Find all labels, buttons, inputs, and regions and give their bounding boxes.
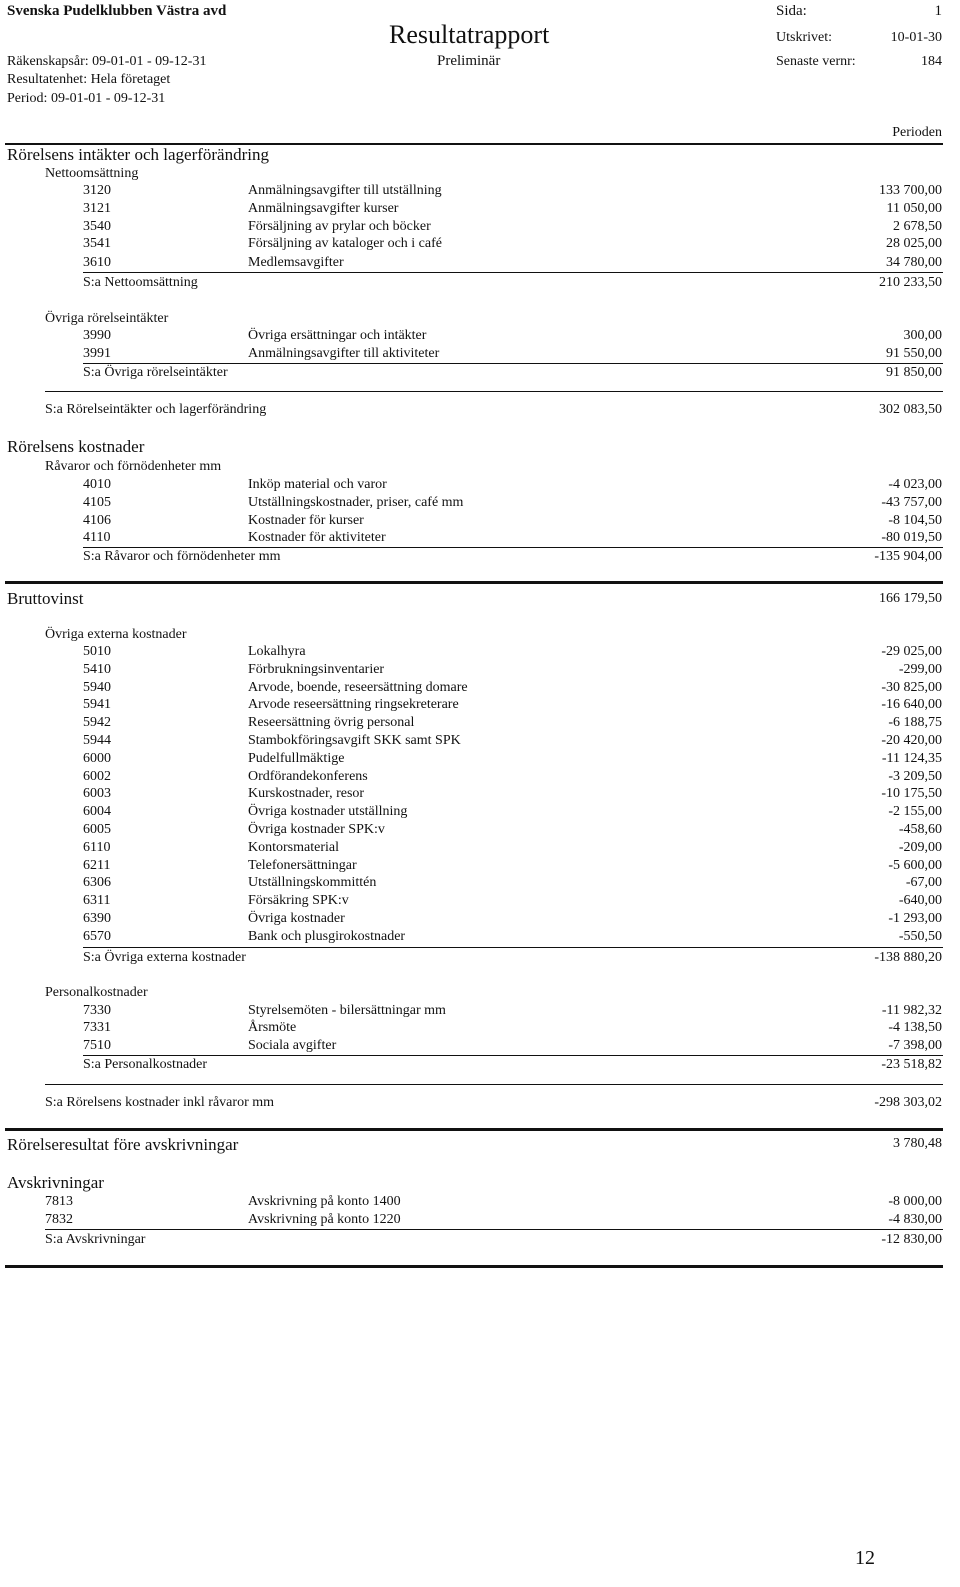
account-number: 6306 bbox=[83, 875, 111, 890]
account-amount: 2 678,50 bbox=[893, 219, 942, 234]
account-number: 6000 bbox=[83, 751, 111, 766]
account-description: Övriga kostnader SPK:v bbox=[248, 822, 385, 837]
account-description: Förbrukningsinventarier bbox=[248, 662, 385, 677]
account-description: Försäljning av prylar och böcker bbox=[248, 219, 431, 234]
account-amount: -67,00 bbox=[905, 875, 942, 890]
account-number: 4105 bbox=[83, 495, 111, 510]
group-label-materials: Råvaror och förnödenheter mm bbox=[45, 459, 222, 474]
account-number: 5410 bbox=[83, 662, 111, 677]
subtotal-rule bbox=[83, 947, 943, 948]
account-amount: -6 188,75 bbox=[888, 715, 942, 730]
account-amount: -30 825,00 bbox=[881, 680, 942, 695]
total-label: S:a Rörelseintäkter och lagerförändring bbox=[45, 402, 267, 417]
account-number: 5942 bbox=[83, 715, 111, 730]
account-description: Övriga ersättningar och intäkter bbox=[248, 328, 427, 343]
account-number: 6004 bbox=[83, 804, 111, 819]
account-description: Kontorsmaterial bbox=[248, 840, 339, 855]
account-number: 6211 bbox=[83, 858, 111, 873]
account-description: Utställningskostnader, priser, café mm bbox=[248, 495, 464, 510]
period: Period: 09-01-01 - 09-12-31 bbox=[7, 91, 166, 106]
subtotal-amount: 210 233,50 bbox=[879, 275, 942, 290]
account-number: 6002 bbox=[83, 769, 111, 784]
account-number: 3541 bbox=[83, 236, 111, 251]
account-amount: -16 640,00 bbox=[881, 697, 942, 712]
account-description: Styrelsemöten - bilersättningar mm bbox=[248, 1003, 446, 1018]
account-description: Övriga kostnader bbox=[248, 911, 345, 926]
subtotal-amount: -12 830,00 bbox=[881, 1232, 942, 1247]
total-rule bbox=[45, 391, 943, 392]
account-amount: -80 019,50 bbox=[881, 530, 942, 545]
page-label: Sida: bbox=[776, 3, 807, 19]
account-description: Avskrivning på konto 1400 bbox=[248, 1194, 401, 1209]
account-number: 3991 bbox=[83, 346, 111, 361]
subtotal-rule bbox=[83, 547, 943, 548]
account-number: 7330 bbox=[83, 1003, 111, 1018]
account-number: 7510 bbox=[83, 1038, 111, 1053]
account-amount: -458,60 bbox=[898, 822, 942, 837]
subtotal-amount: -23 518,82 bbox=[881, 1057, 942, 1072]
printed-label: Utskrivet: bbox=[776, 30, 832, 45]
subtotal-label: S:a Råvaror och förnödenheter mm bbox=[83, 549, 281, 564]
subtotal-label: S:a Nettoomsättning bbox=[83, 275, 198, 290]
subtotal-amount: -135 904,00 bbox=[874, 549, 942, 564]
account-description: Inköp material och varor bbox=[248, 477, 387, 492]
account-amount: -10 175,50 bbox=[881, 786, 942, 801]
account-description: Kostnader för aktiviteter bbox=[248, 530, 386, 545]
account-number: 3121 bbox=[83, 201, 111, 216]
total-label: S:a Rörelsens kostnader inkl råvaror mm bbox=[45, 1095, 275, 1110]
account-amount: -4 023,00 bbox=[888, 477, 942, 492]
account-number: 6570 bbox=[83, 929, 111, 944]
account-description: Utställningskommittén bbox=[248, 875, 377, 890]
account-number: 4010 bbox=[83, 477, 111, 492]
subtotal-rule bbox=[83, 272, 943, 273]
account-amount: 28 025,00 bbox=[886, 236, 942, 251]
account-description: Försäljning av kataloger och i café bbox=[248, 236, 442, 251]
subtotal-label: S:a Avskrivningar bbox=[45, 1232, 146, 1247]
account-number: 5940 bbox=[83, 680, 111, 695]
account-amount: -20 420,00 bbox=[881, 733, 942, 748]
subtotal-label: S:a Övriga rörelseintäkter bbox=[83, 365, 228, 380]
gross-profit-rule bbox=[5, 581, 943, 584]
account-description: Arvode reseersättning ringsekreterare bbox=[248, 697, 459, 712]
account-number: 7832 bbox=[45, 1212, 73, 1227]
account-amount: 34 780,00 bbox=[886, 255, 942, 270]
account-description: Medlemsavgifter bbox=[248, 255, 344, 270]
org-name: Svenska Pudelklubben Västra avd bbox=[7, 3, 227, 19]
account-number: 4110 bbox=[83, 530, 111, 545]
account-description: Övriga kostnader utställning bbox=[248, 804, 408, 819]
account-description: Stambokföringsavgift SKK samt SPK bbox=[248, 733, 461, 748]
operating-result-rule bbox=[5, 1128, 943, 1131]
account-description: Anmälningsavgifter till utställning bbox=[248, 183, 442, 198]
subtotal-label: S:a Personalkostnader bbox=[83, 1057, 208, 1072]
group-label-net-sales: Nettoomsättning bbox=[45, 166, 139, 181]
group-label-other-income: Övriga rörelseintäkter bbox=[45, 311, 169, 326]
account-amount: 11 050,00 bbox=[886, 201, 942, 216]
account-amount: -3 209,50 bbox=[888, 769, 942, 784]
account-amount: -4 830,00 bbox=[888, 1212, 942, 1227]
account-number: 5944 bbox=[83, 733, 111, 748]
operating-result-label: Rörelseresultat före avskrivningar bbox=[7, 1135, 239, 1154]
subtotal-rule bbox=[83, 1055, 943, 1056]
account-number: 7813 bbox=[45, 1194, 73, 1209]
account-amount: -550,50 bbox=[898, 929, 942, 944]
account-number: 6003 bbox=[83, 786, 111, 801]
account-description: Årsmöte bbox=[248, 1020, 297, 1035]
account-description: Anmälningsavgifter kurser bbox=[248, 201, 399, 216]
operating-result-amount: 3 780,48 bbox=[893, 1136, 942, 1151]
report-subtitle: Preliminär bbox=[437, 53, 501, 69]
account-number: 6005 bbox=[83, 822, 111, 837]
account-amount: -43 757,00 bbox=[881, 495, 942, 510]
account-number: 6110 bbox=[83, 840, 111, 855]
account-description: Lokalhyra bbox=[248, 644, 306, 659]
account-number: 4106 bbox=[83, 513, 111, 528]
account-amount: -1 293,00 bbox=[888, 911, 942, 926]
gross-profit-label: Bruttovinst bbox=[7, 589, 84, 608]
account-description: Anmälningsavgifter till aktiviteter bbox=[248, 346, 440, 361]
account-number: 3610 bbox=[83, 255, 111, 270]
result-unit: Resultatenhet: Hela företaget bbox=[7, 72, 171, 87]
column-header-period: Perioden bbox=[892, 125, 942, 140]
account-description: Kurskostnader, resor bbox=[248, 786, 365, 801]
account-number: 5941 bbox=[83, 697, 111, 712]
report-title: Resultatrapport bbox=[389, 20, 550, 49]
account-number: 3120 bbox=[83, 183, 111, 198]
last-ver-label: Senaste vernr: bbox=[776, 54, 856, 69]
account-number: 6311 bbox=[83, 893, 111, 908]
fiscal-year: Räkenskapsår: 09-01-01 - 09-12-31 bbox=[7, 54, 207, 69]
last-ver-value: 184 bbox=[921, 54, 942, 69]
account-description: Sociala avgifter bbox=[248, 1038, 337, 1053]
account-amount: 133 700,00 bbox=[879, 183, 942, 198]
final-rule bbox=[5, 1265, 943, 1268]
account-amount: -8 104,50 bbox=[888, 513, 942, 528]
total-amount: -298 303,02 bbox=[874, 1095, 942, 1110]
account-description: Avskrivning på konto 1220 bbox=[248, 1212, 401, 1227]
account-amount: 91 550,00 bbox=[886, 346, 942, 361]
account-amount: -640,00 bbox=[898, 893, 942, 908]
account-amount: -29 025,00 bbox=[881, 644, 942, 659]
total-rule bbox=[45, 1084, 943, 1085]
account-amount: -8 000,00 bbox=[888, 1194, 942, 1209]
total-amount: 302 083,50 bbox=[879, 402, 942, 417]
account-number: 5010 bbox=[83, 644, 111, 659]
section-heading-depreciation: Avskrivningar bbox=[7, 1173, 104, 1192]
account-description: Ordförandekonferens bbox=[248, 769, 368, 784]
account-description: Kostnader för kurser bbox=[248, 513, 364, 528]
account-amount: -4 138,50 bbox=[888, 1020, 942, 1035]
section-heading-costs: Rörelsens kostnader bbox=[7, 437, 145, 456]
subtotal-rule bbox=[45, 1229, 943, 1230]
account-description: Reseersättning övrig personal bbox=[248, 715, 415, 730]
account-number: 3540 bbox=[83, 219, 111, 234]
subtotal-amount: 91 850,00 bbox=[886, 365, 942, 380]
page-number: 12 bbox=[855, 1547, 875, 1569]
group-label-personnel: Personalkostnader bbox=[45, 985, 148, 1000]
group-label-external-costs: Övriga externa kostnader bbox=[45, 627, 187, 642]
account-amount: -7 398,00 bbox=[888, 1038, 942, 1053]
subtotal-amount: -138 880,20 bbox=[874, 950, 942, 965]
account-description: Försäkring SPK:v bbox=[248, 893, 349, 908]
account-amount: -2 155,00 bbox=[888, 804, 942, 819]
subtotal-rule bbox=[83, 363, 943, 364]
account-number: 3990 bbox=[83, 328, 111, 343]
account-amount: -5 600,00 bbox=[888, 858, 942, 873]
account-description: Pudelfullmäktige bbox=[248, 751, 345, 766]
subtotal-label: S:a Övriga externa kostnader bbox=[83, 950, 246, 965]
account-amount: -299,00 bbox=[898, 662, 942, 677]
account-amount: -11 124,35 bbox=[881, 751, 942, 766]
section-heading-income: Rörelsens intäkter och lagerförändring bbox=[7, 145, 269, 164]
page-value: 1 bbox=[934, 3, 942, 19]
account-number: 7331 bbox=[83, 1020, 111, 1035]
gross-profit-amount: 166 179,50 bbox=[879, 591, 942, 606]
account-description: Telefonersättningar bbox=[248, 858, 357, 873]
printed-value: 10-01-30 bbox=[890, 30, 942, 45]
account-amount: -11 982,32 bbox=[881, 1003, 942, 1018]
account-description: Bank och plusgirokostnader bbox=[248, 929, 406, 944]
account-number: 6390 bbox=[83, 911, 111, 926]
account-amount: 300,00 bbox=[903, 328, 942, 343]
account-description: Arvode, boende, reseersättning domare bbox=[248, 680, 468, 695]
account-amount: -209,00 bbox=[898, 840, 942, 855]
